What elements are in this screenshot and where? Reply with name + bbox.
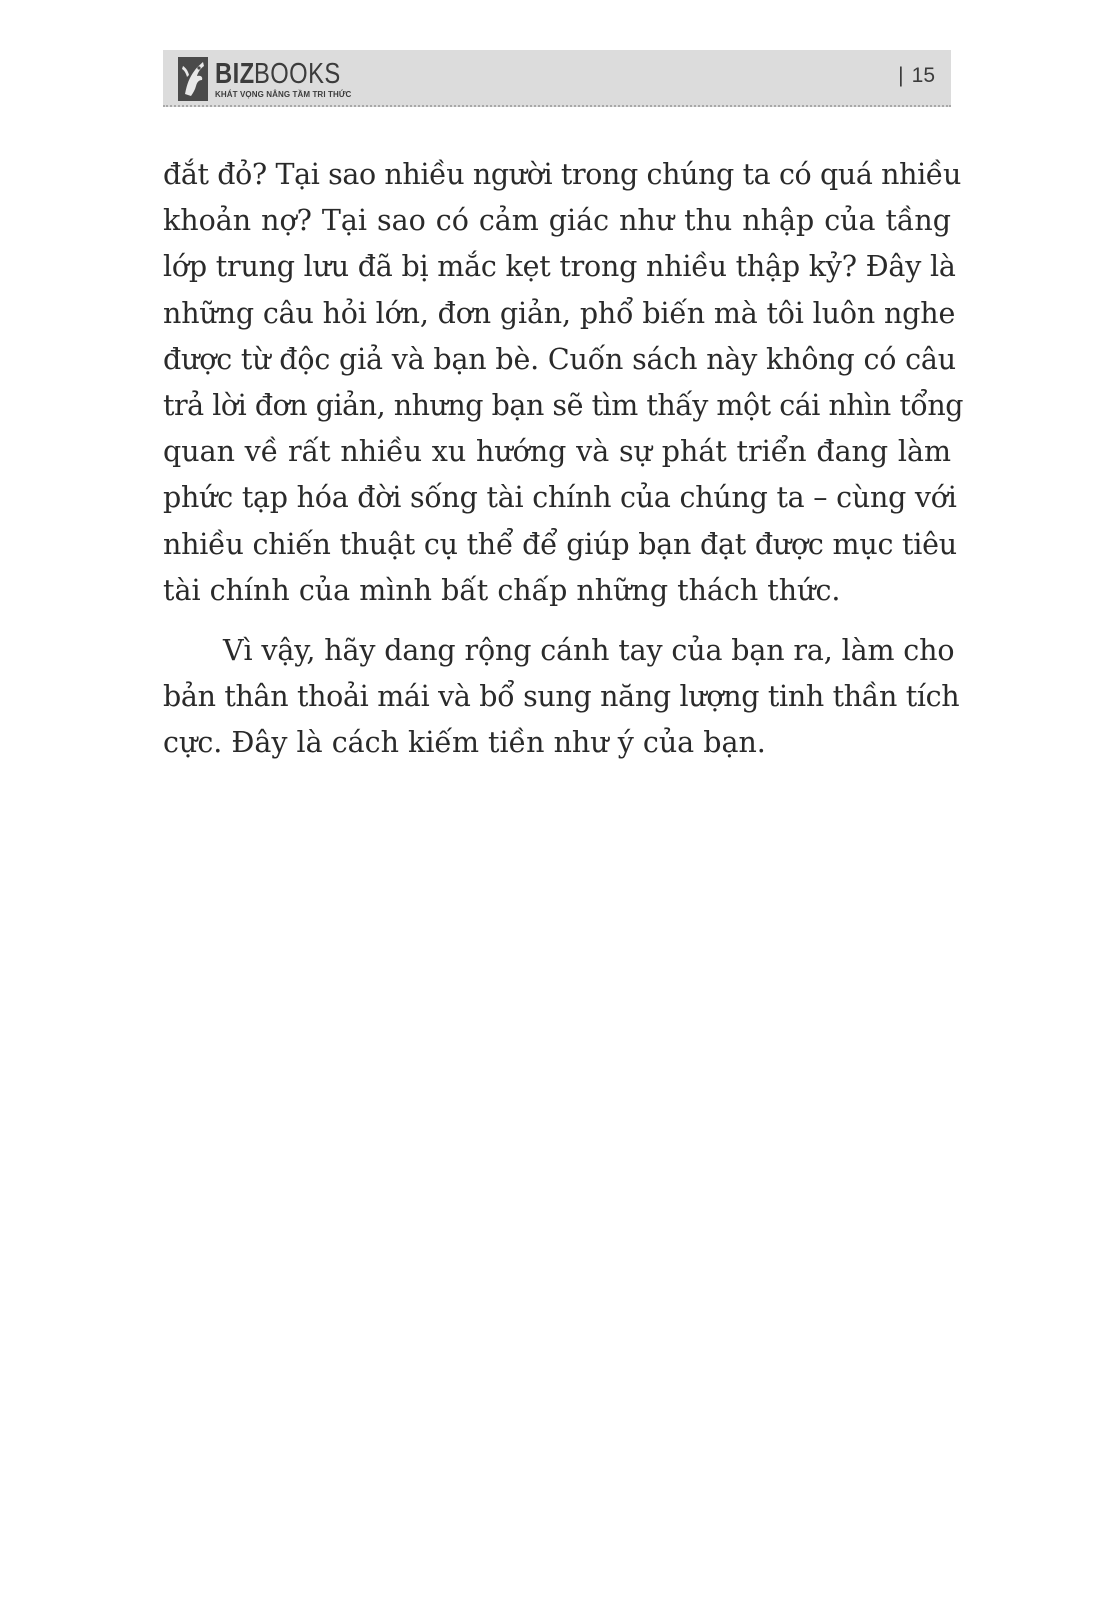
brand-tagline: KHÁT VỌNG NÂNG TẦM TRI THỨC: [215, 90, 352, 99]
text-line: bản thân thoải mái và bổ sung năng lượng tinh thần tích: [163, 680, 960, 714]
brand-name-regular: BOOKS: [254, 58, 341, 90]
text-line: phức tạp hóa đời sống tài chính của chúng ta – cùng với: [163, 481, 957, 515]
text-line: nhiều chiến thuật cụ thể để giúp bạn đạt được mục tiêu: [163, 527, 957, 561]
brand-name: [215, 59, 360, 89]
text-line: trả lời đơn giản, nhưng bạn sẽ tìm thấy một cái nhìn tổng: [163, 389, 963, 423]
logo-text: [215, 56, 360, 99]
text-line: đắt đỏ? Tại sao nhiều người trong chúng ta có quá nhiều: [163, 158, 961, 191]
text-line: lớp trung lưu đã bị mắc kẹt trong nhiều thập kỷ? Đây là: [163, 250, 956, 284]
text-line: Vì vậy, hãy dang rộng cánh tay của bạn ra, làm cho: [223, 634, 955, 668]
page-number-value: 15: [911, 64, 935, 87]
text-line: cực. Đây là cách kiếm tiền như ý của bạn.: [163, 726, 766, 760]
paragraph-1: [163, 152, 963, 614]
page-number: [898, 64, 935, 88]
text-line: quan về rất nhiều xu hướng và sự phát triển đang làm: [163, 435, 952, 469]
body-text: [163, 152, 963, 767]
paragraph-2: [163, 628, 960, 767]
text-line: những câu hỏi lớn, đơn giản, phổ biến mà tôi luôn nghe: [163, 296, 956, 330]
bizbooks-logo: [177, 56, 360, 102]
text-line: khoản nợ? Tại sao có cảm giác như thu nhập của tầng: [163, 204, 951, 238]
page-header: [163, 50, 951, 107]
brand-name-bold: BIZ: [215, 58, 255, 90]
text-line: được từ độc giả và bạn bè. Cuốn sách này không có câu: [163, 342, 956, 376]
page-number-separator: |: [898, 64, 904, 87]
bizbooks-emblem-icon: [177, 56, 209, 102]
text-line: tài chính của mình bất chấp những thách thức.: [163, 573, 841, 607]
